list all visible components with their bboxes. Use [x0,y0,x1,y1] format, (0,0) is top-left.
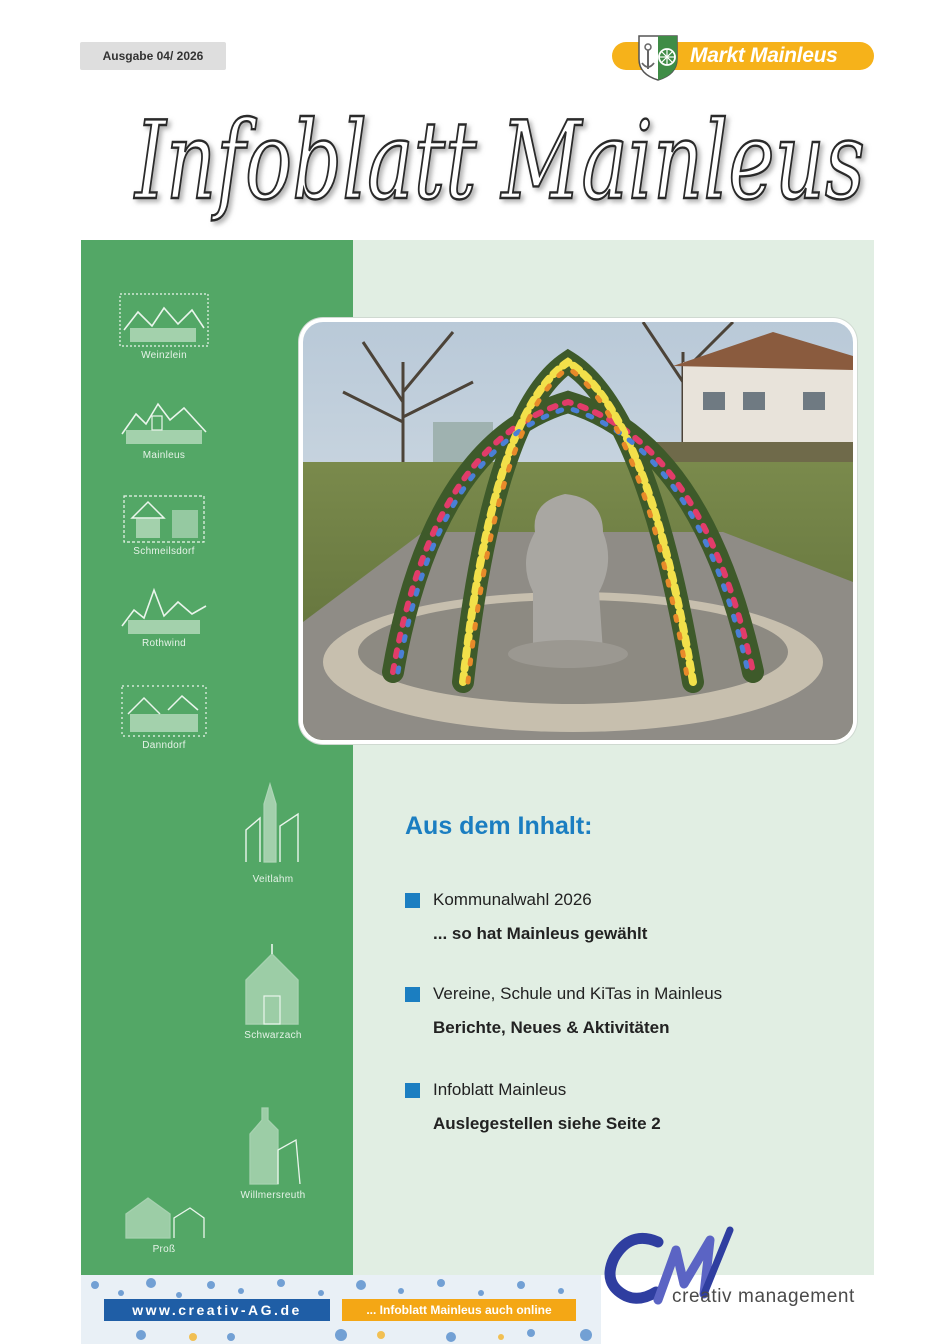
village-sketch [238,940,308,1044]
company-name: creativ management [672,1286,855,1307]
issue-badge: Ausgabe 04/ 2026 [80,42,226,70]
square-bullet-icon [405,1083,420,1098]
village-name: Schmeilsdorf [133,546,195,557]
village-name: Danndorf [142,740,186,751]
village-sketch [118,290,210,362]
square-bullet-icon [405,893,420,908]
contents-item-title: Kommunalwahl 2026 [433,890,592,909]
contents-item-subtitle: Berichte, Neues & Aktivitäten [433,1018,670,1037]
village-sketch [118,680,210,752]
online-note: ... Infoblatt Mainleus auch online [342,1299,576,1321]
website-link[interactable]: www.creativ-AG.de [104,1299,330,1321]
cover-photo [303,322,853,740]
village-name: Weinzlein [141,350,187,361]
village-name: Willmersreuth [240,1190,306,1201]
contents-item-subtitle: Auslegestellen siehe Seite 2 [433,1114,661,1133]
village-sketch [118,1188,210,1258]
square-bullet-icon [405,987,420,1002]
contents-item-title: Infoblatt Mainleus [433,1080,567,1099]
village-sketch [118,488,210,560]
village-sketch [118,390,210,462]
contents-item-subtitle: ... so hat Mainleus gewählt [433,924,648,943]
brand-name: Markt Mainleus [690,44,838,67]
village-sketch [238,1100,308,1216]
village-name: Mainleus [142,450,186,461]
village-name: Veitlahm [252,874,294,885]
contents-item-title: Vereine, Schule und KiTas in Mainleus [433,984,723,1003]
village-name: Proß [152,1244,176,1255]
municipal-crest-icon [636,33,680,81]
village-sketch [118,580,210,652]
village-name: Schwarzach [244,1030,302,1041]
contents-heading: Aus dem Inhalt: [405,812,593,840]
svg-text:Infoblatt Mainleus: Infoblatt Mainleus [133,99,865,224]
village-name: Rothwind [141,638,187,649]
village-sketch [240,780,306,886]
masthead-title [120,86,880,236]
